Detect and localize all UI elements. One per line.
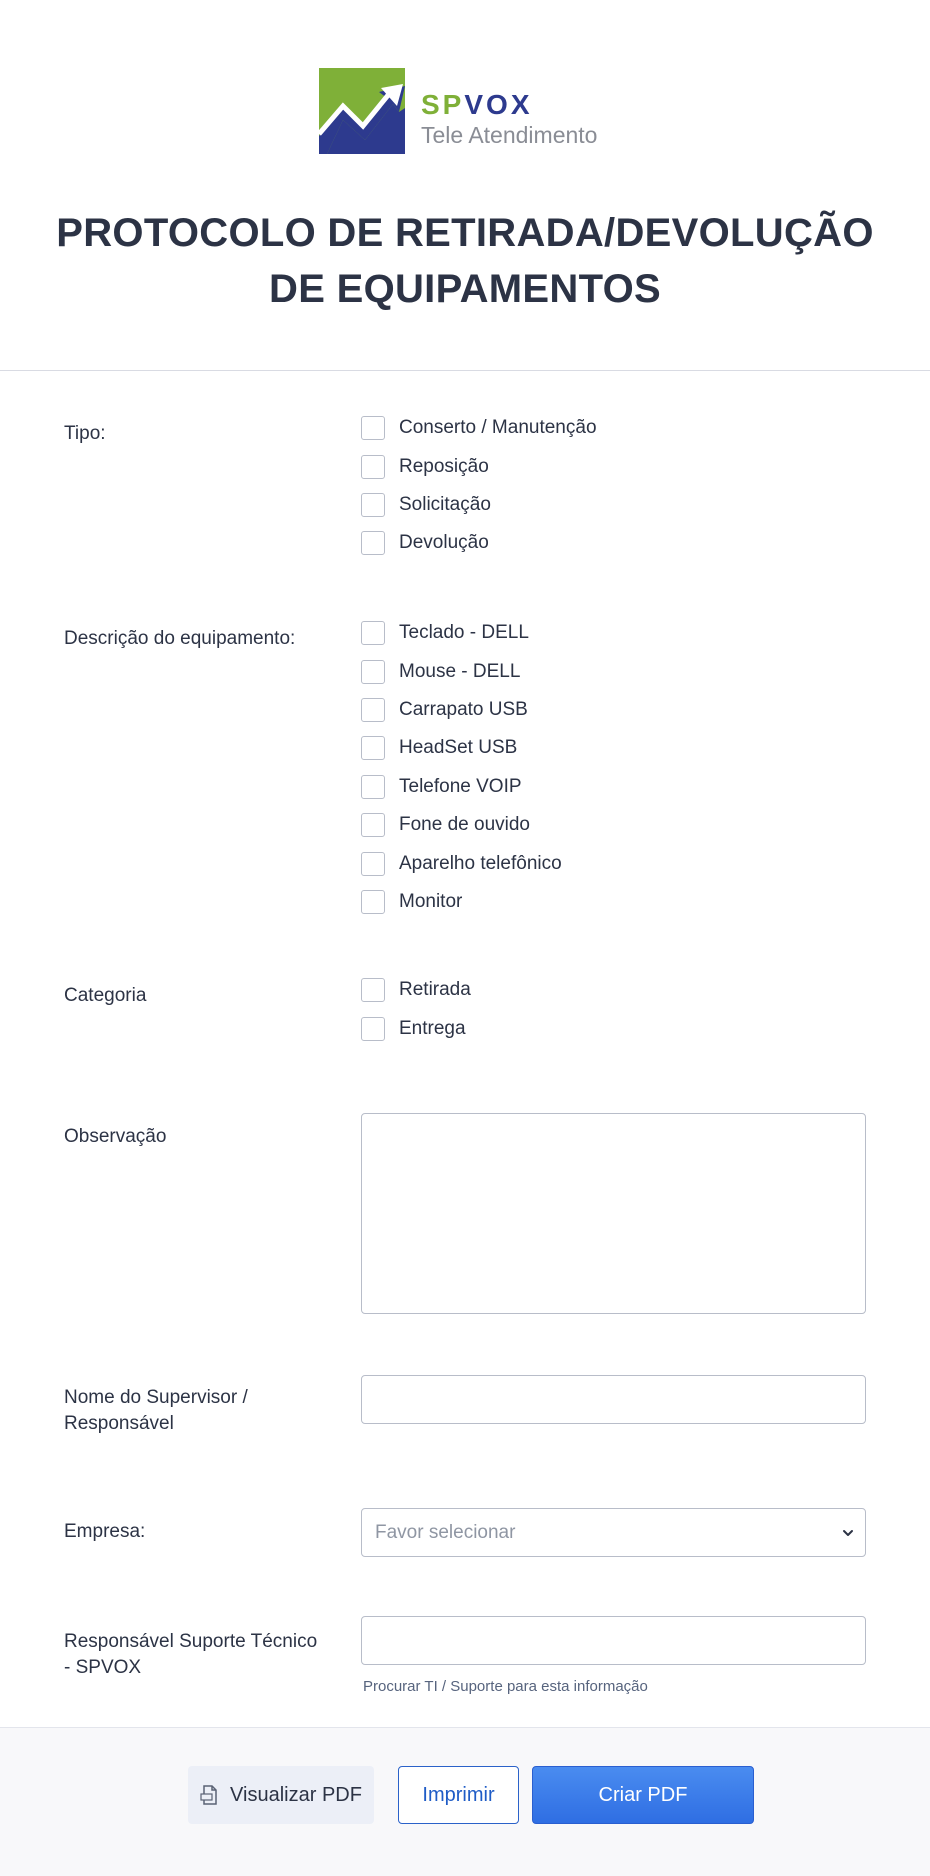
suporte-input[interactable]: [361, 1616, 866, 1665]
preview-pdf-button[interactable]: [188, 1766, 374, 1824]
print-button[interactable]: [398, 1766, 519, 1824]
option-label: Devolução: [399, 532, 489, 554]
checkbox[interactable]: [361, 1017, 385, 1041]
categoria-label: Categoria: [64, 985, 147, 1006]
descricao-label: Descrição do equipamento:: [64, 628, 296, 649]
document-icon: [200, 1784, 220, 1806]
option-label: Reposição: [399, 455, 489, 477]
checkbox[interactable]: [361, 890, 385, 914]
page-title-line1: PROTOCOLO DE RETIRADA/DEVOLUÇÃO: [56, 211, 874, 255]
empresa-select[interactable]: [361, 1508, 866, 1557]
tipo-option[interactable]: [361, 409, 866, 447]
option-label: Carrapato USB: [399, 698, 528, 720]
print-label: Imprimir: [422, 1783, 495, 1806]
page-title: [0, 205, 930, 317]
create-pdf-label: Criar PDF: [598, 1783, 688, 1806]
observacao-textarea[interactable]: [361, 1113, 866, 1314]
suporte-label: [64, 1629, 354, 1681]
option-label: Solicitação: [399, 493, 491, 515]
categoria-option[interactable]: [361, 1009, 866, 1047]
tipo-options: [361, 409, 866, 563]
empresa-field: [361, 1508, 866, 1557]
checkbox[interactable]: [361, 455, 385, 479]
descricao-option[interactable]: [361, 883, 866, 921]
descricao-option[interactable]: [361, 768, 866, 806]
option-label: Teclado - DELL: [399, 622, 529, 644]
descricao-option[interactable]: [361, 729, 866, 767]
option-label: HeadSet USB: [399, 737, 518, 759]
descricao-option[interactable]: [361, 614, 866, 652]
logo-brand: [421, 89, 597, 120]
chevron-down-icon: [841, 1526, 855, 1540]
descricao-options: [361, 614, 866, 921]
observacao-label: Observação: [64, 1126, 167, 1147]
empresa-label: Empresa:: [64, 1521, 146, 1542]
option-label: Retirada: [399, 979, 471, 1001]
option-label: Telefone VOIP: [399, 775, 522, 797]
logo-brand-vox: VOX: [464, 89, 533, 120]
create-pdf-button[interactable]: [532, 1766, 754, 1824]
suporte-field: [361, 1616, 866, 1695]
checkbox[interactable]: [361, 852, 385, 876]
checkbox[interactable]: [361, 660, 385, 684]
descricao-option[interactable]: [361, 691, 866, 729]
option-label: Monitor: [399, 890, 463, 912]
option-label: Fone de ouvido: [399, 814, 530, 836]
suporte-label-line2: - SPVOX: [64, 1657, 142, 1678]
supervisor-label-line2: Responsável: [64, 1413, 174, 1434]
tipo-label: Tipo:: [64, 423, 106, 444]
option-label: Mouse - DELL: [399, 660, 521, 682]
supervisor-label: [64, 1385, 354, 1437]
supervisor-label-line1: Nome do Supervisor /: [64, 1387, 248, 1408]
checkbox[interactable]: [361, 493, 385, 517]
logo-brand-sp: SP: [421, 89, 465, 120]
tipo-option[interactable]: [361, 524, 866, 562]
observacao-field: [361, 1113, 866, 1314]
page-title-line2: DE EQUIPAMENTOS: [269, 267, 661, 311]
preview-pdf-label: Visualizar PDF: [230, 1783, 362, 1806]
suporte-hint: Procurar TI / Suporte para esta informação: [363, 1678, 648, 1695]
descricao-option[interactable]: [361, 652, 866, 690]
checkbox[interactable]: [361, 416, 385, 440]
checkbox[interactable]: [361, 775, 385, 799]
empresa-select-placeholder: Favor selecionar: [375, 1521, 516, 1543]
tipo-option[interactable]: [361, 447, 866, 485]
checkbox[interactable]: [361, 978, 385, 1002]
supervisor-input[interactable]: [361, 1375, 866, 1424]
company-logo: [319, 68, 597, 154]
checkbox[interactable]: [361, 621, 385, 645]
tipo-option[interactable]: [361, 486, 866, 524]
categoria-option[interactable]: [361, 971, 866, 1009]
descricao-option[interactable]: [361, 844, 866, 882]
option-label: Entrega: [399, 1017, 466, 1039]
checkbox[interactable]: [361, 736, 385, 760]
form-footer: [0, 1727, 930, 1876]
checkbox[interactable]: [361, 813, 385, 837]
categoria-options: [361, 971, 866, 1048]
form-header: [0, 0, 930, 371]
checkbox[interactable]: [361, 531, 385, 555]
logo-subtitle: Tele Atendimento: [421, 122, 598, 148]
suporte-label-line1: Responsável Suporte Técnico: [64, 1631, 318, 1652]
descricao-option[interactable]: [361, 806, 866, 844]
logo-chart-icon: [319, 68, 405, 154]
option-label: Aparelho telefônico: [399, 852, 562, 874]
option-label: Conserto / Manutenção: [399, 417, 597, 439]
supervisor-field: [361, 1375, 866, 1424]
checkbox[interactable]: [361, 698, 385, 722]
